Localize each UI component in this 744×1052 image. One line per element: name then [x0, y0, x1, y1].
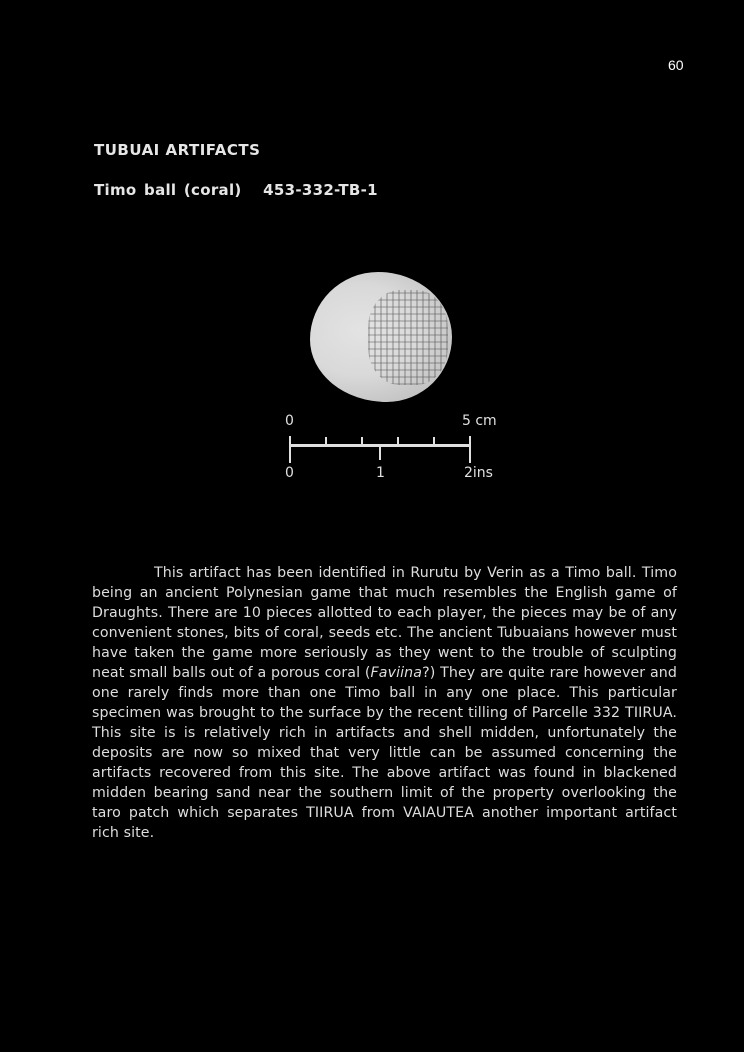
body-text-part1: This artifact has been identified in Rurutu by Verin as a Timo ball. Timo being an ancient Polynesian game that much resembles the English game of Draughts. There are 10 pieces allotted to each player, the pieces may be of any convenient stones, bits of coral, seeds etc. The ancient Tubuaians however must have taken the game more seriously as they went to the trouble of sculpting neat small balls out of a porous coral ( — [92, 565, 677, 681]
scale-in-end: 2ins — [464, 465, 493, 481]
artifact-heading — [94, 181, 378, 199]
coral-texture — [368, 290, 448, 385]
scale-cm-start: 0 — [285, 413, 294, 429]
scale-tick — [433, 437, 435, 445]
scale-tick — [397, 437, 399, 445]
body-text-part2: ?) They are quite rare however and one rarely finds more than one Timo ball in any one place. This particular specimen was brought to the surface by the recent tilling of Parcelle 332 TIIRUA. This site is is relatively rich in artifacts and shell midden, unfortunately the deposits are now so mixed that very little can be assumed concerning the artifacts recovered from this site. The above artifact was found in blackened midden bearing sand near the southern limit of the property overlooking the taro patch which separates TIIRUA from VAIAUTEA another important artifact rich site. — [92, 665, 677, 841]
section-title: TUBUAI ARTIFACTS — [94, 141, 261, 159]
catalog-number: 453-332-TB-1 — [263, 181, 378, 199]
page-number: 60 — [668, 57, 684, 73]
species-name: Faviina — [370, 665, 423, 681]
artifact-photo — [310, 272, 452, 402]
body-paragraph — [92, 563, 677, 843]
scale-tick — [361, 437, 363, 445]
scale-tick — [469, 436, 471, 463]
artifact-name: Timo ball (coral) — [94, 181, 242, 199]
scale-tick — [325, 437, 327, 445]
scale-cm-end: 5 cm — [462, 413, 497, 429]
scale-tick-inch — [379, 445, 381, 460]
scale-bar — [280, 410, 520, 490]
scale-in-mid: 1 — [376, 465, 385, 481]
scale-in-start: 0 — [285, 465, 294, 481]
scale-tick — [289, 436, 291, 463]
